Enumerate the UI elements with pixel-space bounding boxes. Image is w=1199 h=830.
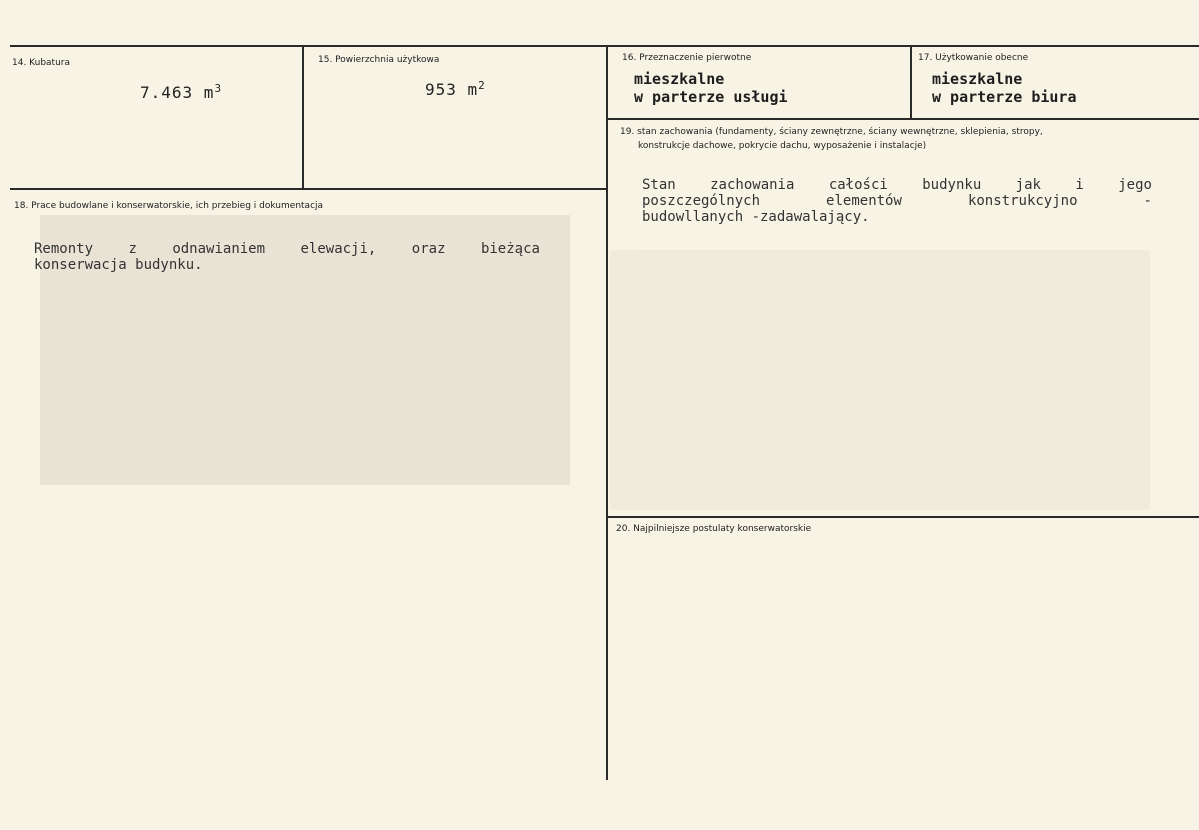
word: poszczególnych — [642, 193, 761, 209]
word: elementów — [826, 193, 902, 209]
field-18-line-2: konserwacja budynku. — [34, 257, 203, 273]
field-18-label: 18. Prace budowlane i konserwatorskie, ich przebieg i dokumentacja — [14, 201, 324, 211]
word: całości — [828, 177, 888, 193]
field-17-line-1: mieszkalne — [932, 70, 1023, 88]
field-19-label-line-1: 19. stan zachowania (fundamenty, ściany zewnętrzne, ściany wewnętrzne, sklepienia, stropy, — [620, 127, 1043, 137]
field-16-line-2: w parterze usługi — [634, 88, 788, 106]
rule-16-17-bottom — [606, 118, 1199, 120]
powierzchnia-unit-exponent: 2 — [478, 79, 486, 92]
word: bieżąca — [480, 241, 540, 257]
divider-16-17 — [910, 46, 912, 119]
word: oraz — [411, 241, 446, 257]
word: Stan — [642, 177, 676, 193]
field-15-label: 15. Powierzchnia użytkowa — [318, 55, 440, 65]
field-16-label: 16. Przeznaczenie pierwotne — [622, 53, 752, 63]
divider-14-15 — [302, 46, 304, 189]
field-19-line-2 — [642, 193, 1152, 209]
word: konstrukcyjno — [967, 193, 1078, 209]
field-16-line-1: mieszkalne — [634, 70, 725, 88]
word: elewacji, — [300, 241, 377, 257]
field-14-label: 14. Kubatura — [12, 58, 71, 68]
word: i — [1075, 177, 1084, 193]
paper-stain — [610, 250, 1150, 510]
word: z — [128, 241, 137, 257]
rule-14-15-bottom — [10, 188, 608, 190]
powierzchnia-value: 953 m — [425, 80, 479, 99]
word: Remonty — [34, 241, 94, 257]
field-17-line-2: w parterze biura — [932, 88, 1077, 106]
field-20-label: 20. Najpilniejsze postulaty konserwatorskie — [616, 524, 812, 534]
field-19-line-3: budowllanych -zadawalający. — [642, 209, 870, 225]
field-15-value — [425, 79, 486, 99]
field-19-label-line-2: konstrukcje dachowe, pokrycie dachu, wyposażenie i instalacje) — [638, 141, 927, 151]
field-18-line-1 — [34, 241, 540, 257]
word: jak — [1015, 177, 1041, 193]
word: - — [1143, 193, 1152, 209]
field-17-label: 17. Użytkowanie obecne — [918, 53, 1029, 63]
top-rule — [10, 45, 1199, 47]
word: odnawianiem — [172, 241, 266, 257]
kubatura-unit-exponent: 3 — [214, 82, 223, 95]
divider-15-16 — [606, 46, 608, 780]
kubatura-value: 7.463 m — [140, 83, 215, 102]
word: budynku — [922, 177, 982, 193]
rule-19-bottom — [606, 516, 1199, 518]
word: jego — [1118, 177, 1152, 193]
word: zachowania — [710, 177, 795, 193]
field-19-line-1 — [642, 177, 1152, 193]
field-14-value — [140, 82, 222, 102]
